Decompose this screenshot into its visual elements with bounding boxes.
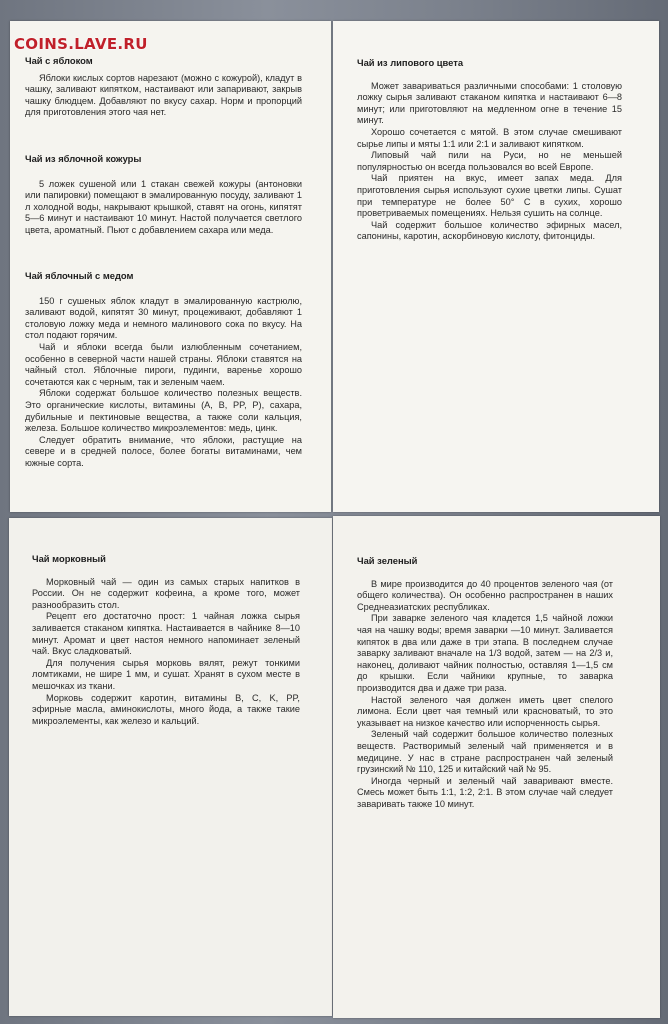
section-apple-honey-tea <box>25 270 302 470</box>
section-title: Чай зеленый <box>357 555 418 566</box>
paragraph: Морковный чай — один из самых старых напитков в России. Он не содержит кофеина, а кроме того, может разнообразить стол. <box>32 576 300 610</box>
paragraph: Иногда черный и зеленый чай заваривают вместе. Смесь может быть 1:1, 1:2, 2:1. В этом случае чай следует заваривать также 10 минут. <box>357 775 613 809</box>
paragraph: Чай приятен на вкус, имеет запах меда. Для приготовления сырья используют сухие цветки липы. Сушат при температуре не более 50° С в сухих, хорошо проветриваемых помещениях. Нельзя сушить на солнце. <box>357 173 622 219</box>
paragraph: Морковь содержит каротин, витамины B, C, K, PP, эфирные масла, аминокислоты, много йода, а также такие микроэлементы, как железо и кальций. <box>32 692 300 726</box>
paragraph: Чай и яблоки всегда были излюбленным сочетанием, особенно в северной части нашей страны. Яблоки ставятся на чайный стол. Яблочные пироги, пудинги, варенье хорошо сочетаются как с черным, так и зеленым чаем. <box>25 341 302 387</box>
paragraph: Для получения сырья морковь вялят, режут тонкими ломтиками, не шире 1 мм, и сушат. Хранят в сухом месте в мешочках из ткани. <box>32 657 300 691</box>
paragraph: Чай содержит большое количество эфирных масел, сапонины, каротин, аскорбиновую кислоту, фитонциды. <box>357 219 622 242</box>
section-title: Чай с яблоком <box>25 55 93 66</box>
paragraph: 5 ложек сушеной или 1 стакан свежей кожуры (антоновки или папировки) помещают в эмалированную посуду, заливают 1 л холодной воды, накрывают крышкой, ставят на огонь, кипятят 5—6 минут и настаивают 10 минут. Настой получается светлого цвета, ароматный. Пьют с добавлением сахара или меда. <box>25 178 302 235</box>
section-green-tea <box>357 555 613 810</box>
section-title: Чай яблочный с медом <box>25 270 134 281</box>
paragraph: Хорошо сочетается с мятой. В этом случае смешивают сырье липы и мяты 1:1 или 2:1 и заливают кипятком. <box>357 126 622 149</box>
watermark-logo: COINS.LAVE.RU <box>14 35 148 53</box>
paragraph: Яблоки кислых сортов нарезают (можно с кожурой), кладут в чашку, заливают кипятком, настаивают или запаривают, закрыв чашку блюдцем. Добавляют по вкусу сахар. Норм и пропорций для приготовления этого чая нет. <box>25 72 302 118</box>
paragraph: В мире производится до 40 процентов зеленого чая (от общего количества). Он особенно распространен в наших Среднеазиатских республиках. <box>357 578 613 612</box>
paragraph: При заварке зеленого чая кладется 1,5 чайной ложки чая на чашку воды; время заварки —10 минут. Заливается кипяток в два или даже в три этапа. В последнем случае заварку заливают вначале на 1/3 водой, затем — на 2/3 и, наконец, доливают чайник полностью, оставляя 1—1,5 см до крышки. Если чайники крупные, то заварка производится два и даже три раза. <box>357 613 613 693</box>
section-title: Чай из яблочной кожуры <box>25 153 142 164</box>
paragraph: 150 г сушеных яблок кладут в эмалированную кастрюлю, заливают водой, кипятят 30 минут, процеживают, добавляют 1 столовую ложку меда и немного малинового сока по вкусу. На стол подают горячим. <box>25 295 302 341</box>
paragraph: Может завариваться различными способами: 1 столовую ложку сырья заливают стаканом кипятка и настаивают 6—8 минут; или приготовляют на медленном огне в течение 15 минут. <box>357 80 622 126</box>
paragraph: Настой зеленого чая должен иметь цвет спелого лимона. Если цвет чая темный или красноватый, то это указывает на низкое качество или испорченность сырья. <box>357 694 613 728</box>
section-carrot-tea <box>32 553 300 727</box>
paragraph: Яблоки содержат большое количество полезных веществ. Это органические кислоты, витамины (A, B, PP, P), сахара, дубильные и пектиновые вещества, а также соли кальция, железа. Большое количество микроэлементов: медь, цинк. <box>25 388 302 434</box>
paragraph: Рецепт его достаточно прост: 1 чайная ложка сырья заливается стаканом кипятка. Настаивается в чайнике 8—10 минут. Аромат и цвет настоя немного напоминает зеленый чай. Вкус сладковатый. <box>32 611 300 657</box>
paragraph: Следует обратить внимание, что яблоки, растущие на севере и в средней полосе, более богаты витаминами, чем южные сорта. <box>25 434 302 468</box>
section-apple-tea <box>25 55 302 119</box>
section-title: Чай морковный <box>32 553 106 564</box>
section-linden-tea <box>357 57 622 243</box>
paragraph: Зеленый чай содержит большое количество полезных веществ. Растворимый зеленый чай применяется и в медицине. У нас в стране распространен чай зеленый грузинский № 110, 125 и китайский чай № 95. <box>357 729 613 775</box>
section-apple-peel-tea <box>25 153 302 237</box>
section-title: Чай из липового цвета <box>357 57 464 68</box>
paragraph: Липовый чай пили на Руси, но не меньшей популярностью он всегда пользовался во всей Европе. <box>357 150 622 172</box>
